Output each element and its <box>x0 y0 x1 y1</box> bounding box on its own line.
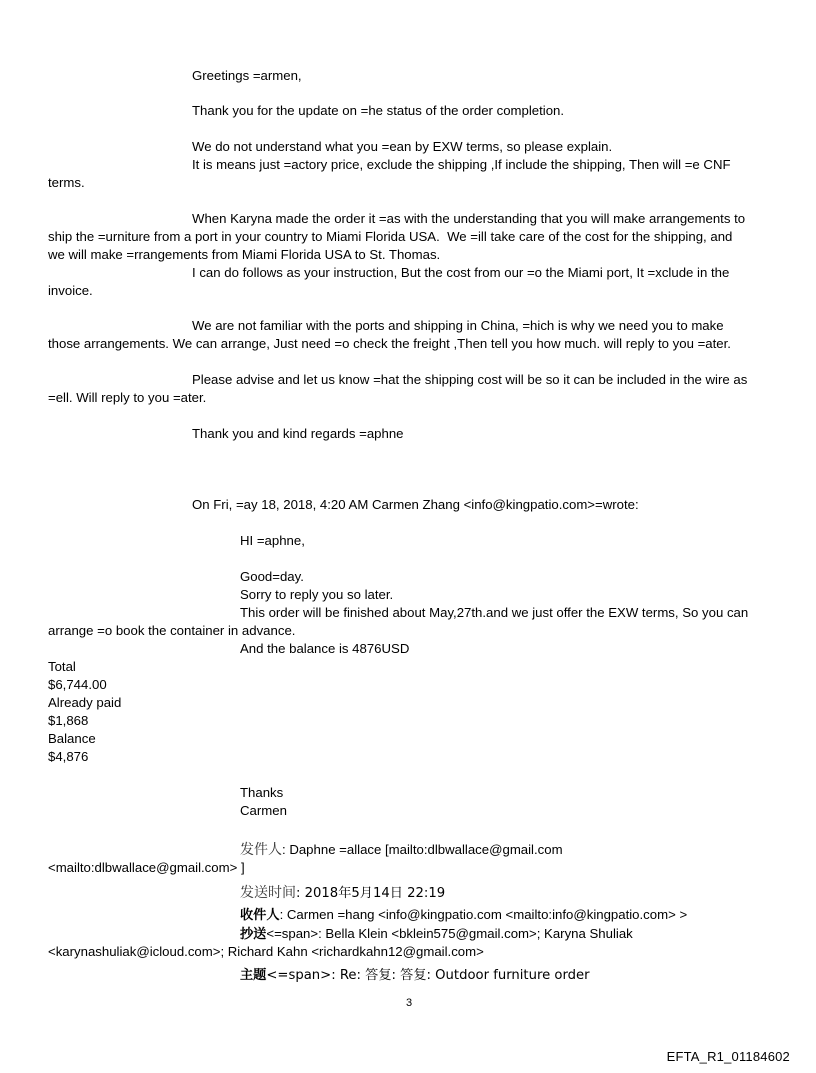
body-paragraph-3-line: When Karyna made the order it =as with the understanding that you will make arrangements to <box>192 211 746 226</box>
cc-value: <=span>: Bella Klein <bklein575@gmail.com>; Karyna Shuliak <box>266 926 633 941</box>
forward-cc-cont: <karynashuliak@icloud.com>; Richard Kahn <richardkahn12@gmail.com> <box>48 944 484 959</box>
balance-table-cell: Already paid <box>48 695 122 710</box>
to-label: 收件人 <box>240 908 280 923</box>
quoted-salutation: HI =aphne, <box>240 533 305 548</box>
body-paragraph-1: Thank you for the update on =he status of the order completion. <box>192 103 565 118</box>
body-paragraph-3-line: invoice. <box>48 283 93 298</box>
from-label: 发件人 <box>240 842 282 858</box>
quoted-thanks: Thanks <box>240 785 284 800</box>
quoted-line: Sorry to reply you so later. <box>240 587 394 602</box>
subject-value: <=span>: Re: 答复: 答复: Outdoor furniture order <box>266 968 590 983</box>
forward-from <box>240 841 563 859</box>
cc-label: 抄送 <box>240 927 267 942</box>
body-paragraph-2-line: We do not understand what you =ean by EXW terms, so please explain. <box>192 139 613 154</box>
document-id: EFTA_R1_01184602 <box>666 1049 790 1064</box>
signoff: Thank you and kind regards =aphne <box>192 426 404 441</box>
sent-label: 发送时间 <box>240 885 296 901</box>
from-value: : Daphne =allace [mailto:dlbwallace@gmail.com <box>282 842 563 857</box>
greeting: Greetings =armen, <box>192 68 302 83</box>
quoted-line: And the balance is 4876USD <box>240 641 410 656</box>
forward-subject <box>240 966 590 985</box>
quoted-line: Good=day. <box>240 569 304 584</box>
forward-sent <box>240 884 445 903</box>
body-paragraph-5-line: Please advise and let us know =hat the shipping cost will be so it can be included in the wire as <box>192 372 748 387</box>
body-paragraph-3-line: ship the =urniture from a port in your country to Miami Florida USA. We =ill take care of the cost for the shipping, and <box>48 229 733 244</box>
quoted-line: arrange =o book the container in advance. <box>48 623 296 638</box>
balance-table-cell: $1,868 <box>48 713 89 728</box>
forward-cc <box>240 925 633 944</box>
quoted-header: On Fri, =ay 18, 2018, 4:20 AM Carmen Zhang <info@kingpatio.com>=wrote: <box>192 497 639 512</box>
quoted-name: Carmen <box>240 803 287 818</box>
forward-from-cont: <mailto:dlbwallace@gmail.com> ] <box>48 860 245 875</box>
quoted-line: This order will be finished about May,27th.and we just offer the EXW terms, So you can <box>240 605 749 620</box>
body-paragraph-5-line: =ell. Will reply to you =ater. <box>48 390 207 405</box>
balance-table-cell: $6,744.00 <box>48 677 107 692</box>
forward-to <box>240 906 687 925</box>
body-paragraph-4-line: We are not familiar with the ports and shipping in China, =hich is why we need you to make <box>192 318 724 333</box>
body-paragraph-4-line: those arrangements. We can arrange, Just need =o check the freight ,Then tell you how much. will reply to you =ater. <box>48 336 731 351</box>
balance-table-cell: Balance <box>48 731 96 746</box>
to-value: : Carmen =hang <info@kingpatio.com <mailto:info@kingpatio.com> > <box>279 907 688 922</box>
balance-table-cell: $4,876 <box>48 749 89 764</box>
sent-value: : 2018年5月14日 22:19 <box>296 886 446 901</box>
body-paragraph-3-line: I can do follows as your instruction, But the cost from our =o the Miami port, It =xclude in the <box>192 265 730 280</box>
body-paragraph-3-line: we will make =rrangements from Miami Florida USA to St. Thomas. <box>48 247 441 262</box>
page-number: 3 <box>405 997 413 1009</box>
body-paragraph-2-line: It is means just =actory price, exclude the shipping ,If include the shipping, Then will =e CNF <box>192 157 731 172</box>
balance-table-cell: Total <box>48 659 76 674</box>
subject-label: 主题 <box>240 968 267 983</box>
body-paragraph-2-line: terms. <box>48 175 85 190</box>
